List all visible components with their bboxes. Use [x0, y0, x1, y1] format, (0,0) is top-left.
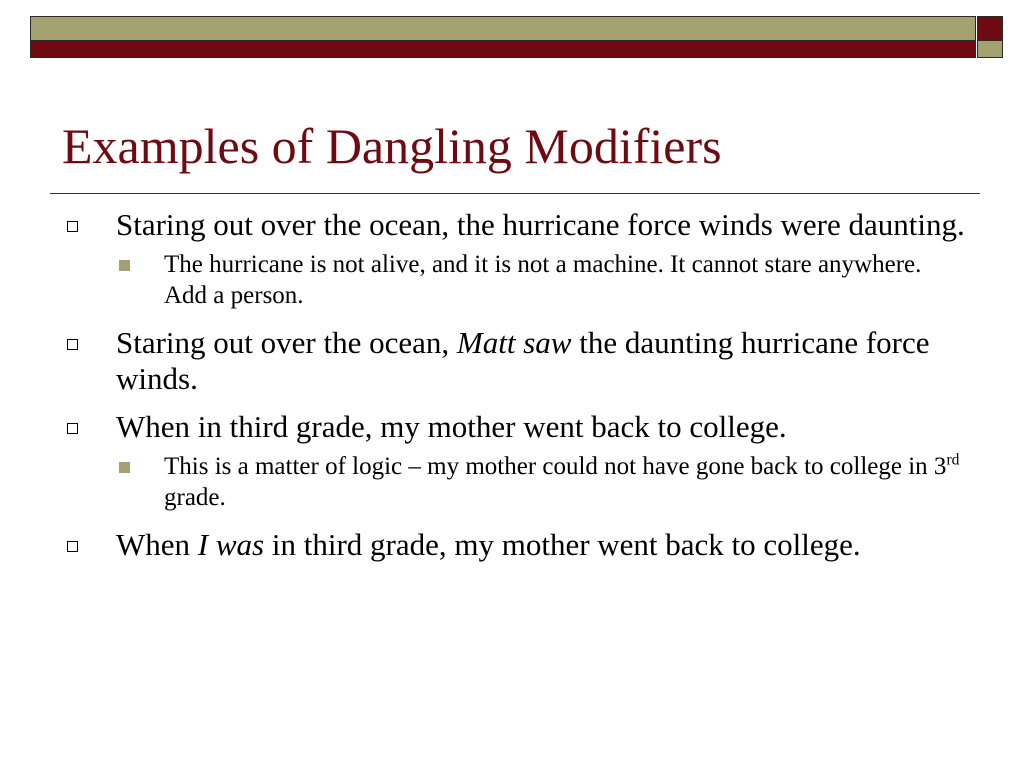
hollow-square-bullet-icon	[67, 221, 78, 232]
ordinal-superscript: rd	[946, 451, 960, 469]
title-divider	[50, 193, 980, 194]
header-corner-olive	[977, 41, 1003, 58]
bullet-item	[0, 409, 976, 445]
sub-bullet-text: The hurricane is not alive, and it is not a machine. It cannot stare anywhere. Add a person.	[164, 251, 922, 309]
slide-body	[0, 207, 1024, 575]
header-corner-maroon	[977, 16, 1003, 41]
filled-square-bullet-icon	[119, 462, 130, 473]
bullet-text-end: the daunting hurricane force winds.	[116, 325, 930, 396]
bullet-item	[0, 207, 976, 243]
bullet-text-emphasis: I was	[197, 527, 265, 562]
sub-bullet-text-start: This is a matter of logic – my mother could not have gone back to college in 3	[164, 453, 947, 480]
slide-title: Examples of Dangling Modifiers	[62, 118, 722, 174]
bullet-text-emphasis: Matt saw	[456, 325, 572, 360]
header-banner-maroon	[30, 41, 976, 58]
bullet-item	[0, 325, 976, 397]
bullet-text-start: Staring out over the ocean,	[116, 325, 457, 360]
bullet-text-end: in third grade, my mother went back to college.	[264, 527, 861, 562]
sub-bullet-item	[0, 249, 964, 311]
bullet-text-start: When	[116, 527, 198, 562]
sub-bullet-text-end: grade.	[164, 484, 226, 511]
bullet-text: When in third grade, my mother went back to college.	[116, 409, 787, 444]
hollow-square-bullet-icon	[67, 339, 78, 350]
hollow-square-bullet-icon	[67, 423, 78, 434]
sub-bullet-item	[0, 451, 964, 513]
bullet-text: Staring out over the ocean, the hurricane force winds were daunting.	[116, 207, 965, 242]
header-banner-olive	[30, 16, 976, 41]
hollow-square-bullet-icon	[67, 541, 78, 552]
filled-square-bullet-icon	[119, 260, 130, 271]
bullet-item	[0, 527, 976, 563]
